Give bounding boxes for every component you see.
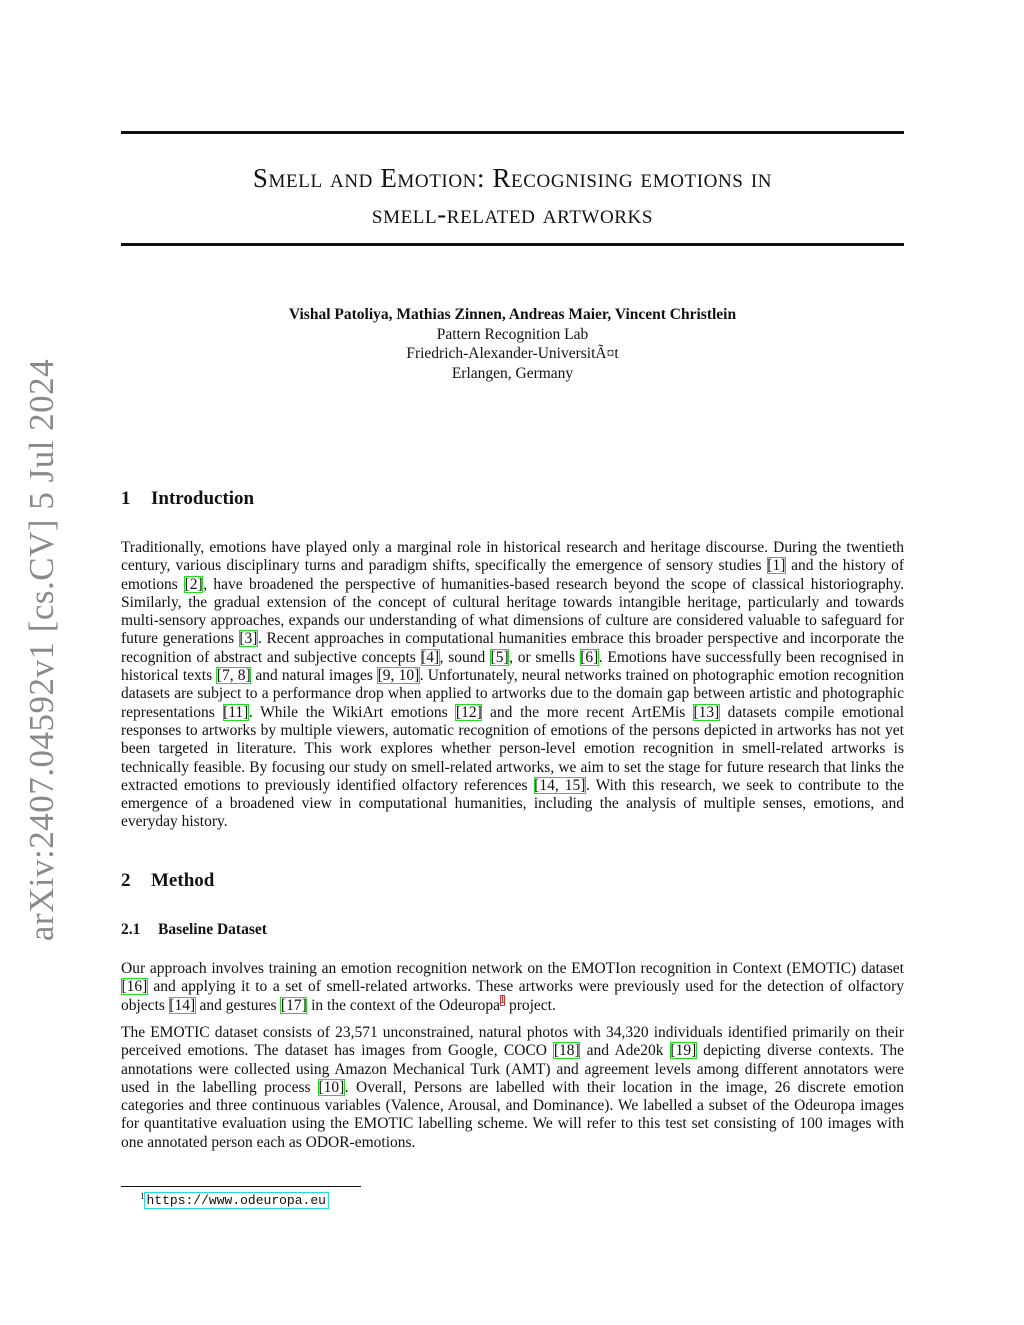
section-number: 2 <box>121 870 131 891</box>
author-lab: Pattern Recognition Lab <box>436 325 589 343</box>
author-block <box>121 305 904 383</box>
citation-link[interactable]: [9, 10] <box>377 667 420 685</box>
subsection-heading-baseline-dataset <box>121 921 267 939</box>
arxiv-identifier-stamp: arXiv:2407.04592v1 [cs.CV] 5 Jul 2024 <box>22 358 61 942</box>
author-names: Vishal Patoliya, Mathias Zinnen, Andreas Maier, Vincent Christlein <box>288 306 737 323</box>
citation-link[interactable]: [7, 8] <box>216 667 251 685</box>
citation-link[interactable]: [6] <box>580 648 599 666</box>
citation-link[interactable]: [5] <box>490 648 509 666</box>
citation-link[interactable]: [19] <box>670 1042 697 1060</box>
citation-link[interactable]: [17] <box>280 996 307 1014</box>
title-rule-bottom <box>121 243 904 246</box>
citation-link[interactable]: [2] <box>184 575 203 593</box>
section-number: 1 <box>121 488 131 509</box>
citation-link[interactable]: [16] <box>121 978 148 996</box>
footnote-divider <box>121 1186 361 1187</box>
title-line-2: smell-related artworks <box>371 199 654 229</box>
citation-link[interactable]: [10] <box>318 1078 345 1096</box>
section-title: Method <box>151 870 215 891</box>
author-university: Friedrich-Alexander-UniversitÃ¤t <box>406 345 619 362</box>
paper-title <box>121 160 904 232</box>
subsection-number: 2.1 <box>121 921 141 938</box>
footnote-url-link[interactable]: https://www.odeuropa.eu <box>146 1193 326 1209</box>
title-line-1: Smell and Emotion: Recognising emotions in <box>252 163 773 193</box>
citation-link[interactable]: [14] <box>169 996 196 1014</box>
title-rule-top <box>121 131 904 134</box>
section-title: Introduction <box>151 488 255 509</box>
citation-link[interactable]: [11] <box>223 703 249 721</box>
footnote-mark: 1 <box>140 1191 145 1201</box>
citation-link[interactable]: [12] <box>455 703 482 721</box>
citation-link[interactable]: [18] <box>553 1042 580 1060</box>
author-location: Erlangen, Germany <box>451 364 574 382</box>
baseline-paragraph-1: Our approach involves training an emotion recognition network on the EMOTIon recognition in Context (EMOTIC) dataset [16] and applying it to a set of smell-related artworks. These artworks were previously used for the detection of olfactory objects [14] and gestures [17] in the context of the Odeuropa$^1$ project. <box>121 960 904 1014</box>
section-heading-method <box>121 870 214 892</box>
citation-link[interactable]: [13] <box>693 703 720 721</box>
section-heading-introduction <box>121 488 254 510</box>
footnote-reference[interactable]: 1 <box>500 995 506 1007</box>
footnote <box>140 1191 328 1208</box>
citation-link[interactable]: [3] <box>239 630 258 648</box>
citation-link[interactable]: [4] <box>421 648 440 666</box>
subsection-title: Baseline Dataset <box>158 921 267 938</box>
citation-link[interactable]: [14, 15] <box>534 776 586 794</box>
baseline-paragraph-2: The EMOTIC dataset consists of 23,571 unconstrained, natural photos with 34,320 individuals identified primarily on their perceived emotions. The dataset has images from Google, COCO [18] and Ade20k [19] depicting diverse contexts. The annotations were collected using Amazon Mechanical Turk (AMT) and agreement levels among different annotators were used in the labelling process [10]. Overall, Persons are labelled with their location in the image, 26 discrete emotion categories and three continuous variables (Valence, Arousal, and Dominance). We labelled a subset of the Odeuropa images for quantitative evaluation using the EMOTIC labelling scheme. We will refer to this test set consisting of 100 images with one annotated person each as ODOR-emotions. <box>121 1024 905 1151</box>
intro-paragraph: Traditionally, emotions have played only a marginal role in historical research and heritage discourse. During the twentieth century, various disciplinary turns and paradigm shifts, specifically the emergence of sensory studies [1] and the history of emotions [2], have broadened the perspective of humanities-based research beyond the scope of classical historiography. Similarly, the gradual extension of the concept of cultural heritage towards intangible heritage, particularly and towards multi-sensory approaches, expands our understanding of what dimensions of culture are considered valuable to safeguard for future generations [3]. Recent approaches in computational humanities embrace this broader perspective and incorporate the recognition of abstract and subjective concepts [4], sound [5], or smells [6]. Emotions have successfully been recognised in historical texts [7, 8] and natural images [9, 10]. Unfortunately, neural networks trained on photographic emotion recognition datasets are subject to a performance drop when applied to artworks due to the domain gap between artistic and photographic representations [11]. While the WikiArt emotions [12] and the more recent ArtEMis [13] datasets compile emotional responses to artworks by multiple viewers, automatic recognition of emotions of the persons depicted in artworks has not yet been targeted in literature. This work explores whether person-level emotion recognition in smell-related artworks is technically feasible. By focusing our study on smell-related artworks, we aim to set the stage for future research that links the extracted emotions to previously identified olfactory references [14, 15]. With this research, we seek to contribute to the emergence of a broadened view in computational humanities, including the analysis of multiple senses, emotions, and everyday history. <box>121 539 905 831</box>
citation-link[interactable]: [1] <box>767 557 786 575</box>
